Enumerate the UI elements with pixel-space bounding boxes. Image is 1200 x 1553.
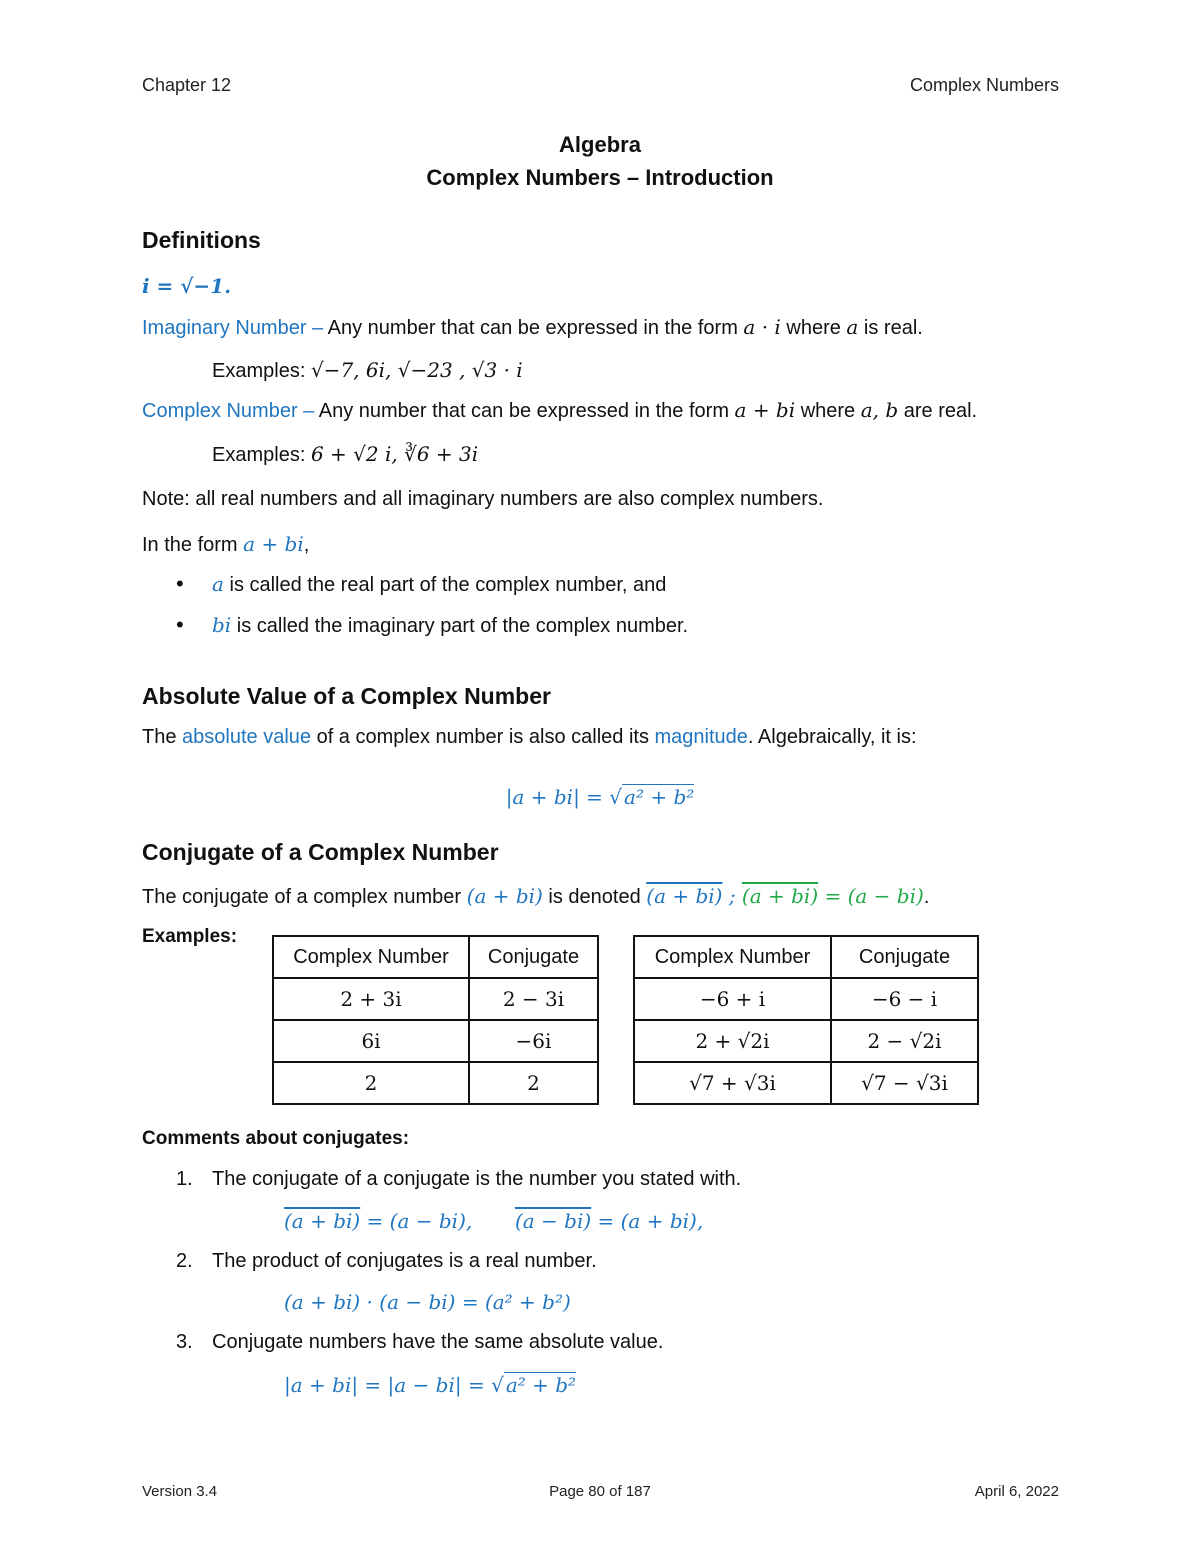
bullet-icon: • [176,612,184,637]
form-intro: In the form a + bi, [142,532,310,556]
note-text: Note: all real numbers and all imaginary numbers are also complex numbers. [142,488,824,510]
absolute-value-formula: |a + bi| = √ a² + b² [505,785,695,809]
examples-label: Examples: [142,926,238,947]
complex-examples: Examples: 6 + √2 i, ∛6 + 3i [212,442,479,466]
complex-definition: Complex Number – Any number that can be expressed in the form a + bi where a, b are real. [142,398,978,422]
footer-date: April 6, 2022 [974,1483,1059,1500]
conjugate-table-2 [633,935,979,1105]
header-chapter: Chapter 12 [142,75,232,95]
comment-1-text: The conjugate of a conjugate is the number you stated with. [212,1168,742,1190]
complex-term: Complex Number – [142,400,315,422]
bullet-imaginary-part: bi is called the imaginary part of the complex number. [212,613,689,637]
table-header: Complex Number [273,936,469,978]
bullet-real-part: a is called the real part of the complex number, and [212,572,667,596]
imaginary-definition: Imaginary Number – Any number that can be expressed in the form a · i where a is real. [142,315,923,339]
comment-2-formula: (a + bi) · (a − bi) = (a² + b²) [284,1290,571,1314]
table-row: −6 + i −6 − i [634,978,978,1020]
footer-page-number: Page 80 of 187 [549,1483,651,1500]
table-row: √7 + √3i √7 − √3i [634,1062,978,1104]
comment-3-number: 3. [176,1331,193,1353]
comment-3-text: Conjugate numbers have the same absolute value. [212,1331,664,1353]
conjugate-heading: Conjugate of a Complex Number [142,839,499,865]
table-header: Conjugate [469,936,598,978]
table-header: Complex Number [634,936,831,978]
header-topic: Complex Numbers [909,75,1059,95]
conjugate-table-1 [272,935,599,1105]
i-definition: i = √−1. [142,274,232,298]
comment-1-formula: (a + bi) = (a − bi), (a − bi) = (a + bi), [284,1209,704,1233]
conjugate-text: The conjugate of a complex number (a + bi) is denoted (a + bi) ; (a + bi) = (a − bi). [142,884,930,908]
comments-heading: Comments about conjugates: [142,1128,410,1149]
table-row: 2 + √2i 2 − √2i [634,1020,978,1062]
table-row: 2 2 [273,1062,598,1104]
absolute-value-text: The absolute value of a complex number is also called its magnitude. Algebraically, it is: [142,726,917,748]
comment-2-number: 2. [176,1250,193,1272]
absolute-value-heading: Absolute Value of a Complex Number [142,683,551,709]
imaginary-term: Imaginary Number – [142,317,324,339]
table-row: 6i −6i [273,1020,598,1062]
table-header: Conjugate [831,936,978,978]
comment-1-number: 1. [176,1168,193,1190]
bullet-icon: • [176,571,184,596]
table-row: 2 + 3i 2 − 3i [273,978,598,1020]
comment-2-text: The product of conjugates is a real number. [212,1250,597,1272]
page-subtitle: Complex Numbers – Introduction [426,165,774,190]
footer-version: Version 3.4 [142,1483,218,1500]
definitions-heading: Definitions [142,227,261,253]
imaginary-examples: Examples: √−7, 6i, √−23 , √3 · i [212,358,523,382]
page-title: Algebra [559,132,641,157]
comment-3-formula: |a + bi| = |a − bi| = √ a² + b² [284,1373,577,1397]
